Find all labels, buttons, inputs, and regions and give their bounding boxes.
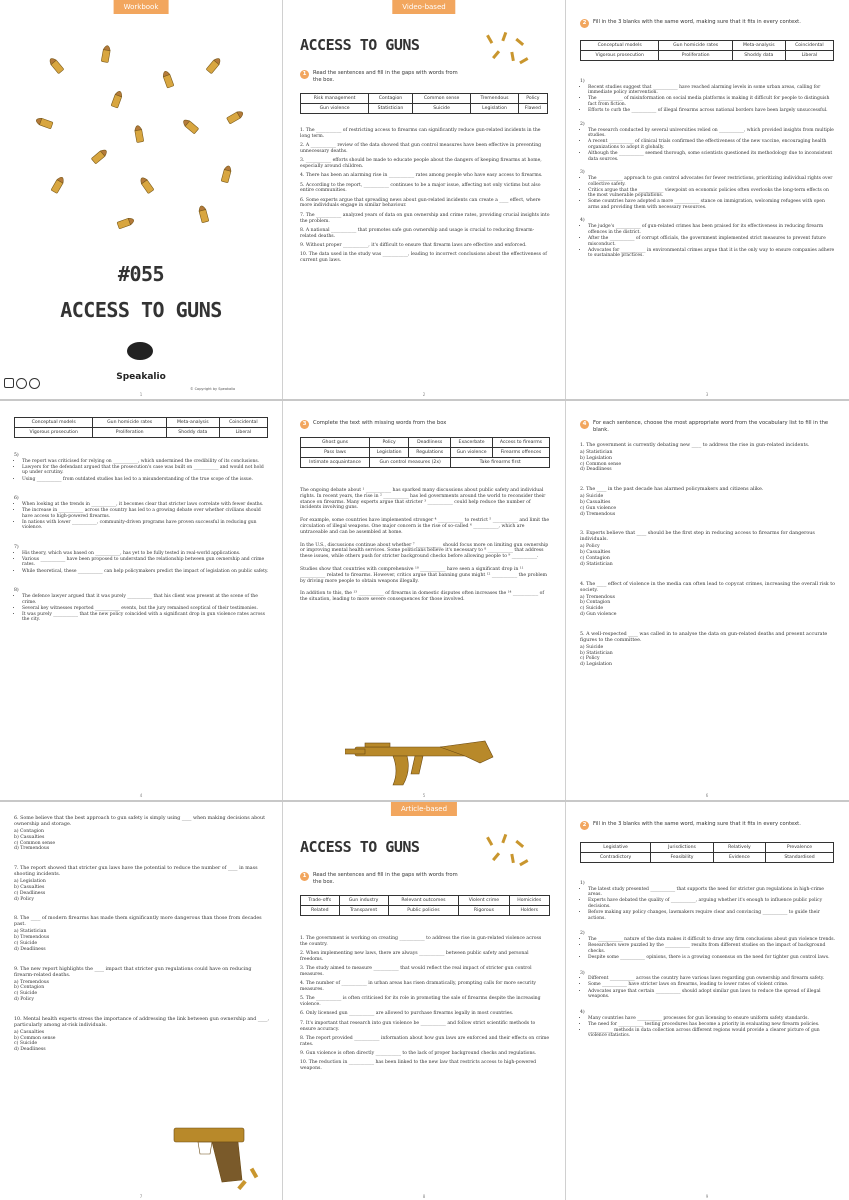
question xyxy=(14,816,270,852)
answer-option[interactable]: d) Legislation xyxy=(580,662,612,668)
vocab-word: Deadliness xyxy=(409,438,451,448)
vocab-word: Transparent xyxy=(339,906,388,916)
list-item: • The ___________ nature of the data makes it difficult to draw any firm conclusions about gun violence trends. xyxy=(588,937,836,943)
sentence: 5. The ___________ is often criticised for its role in promoting the sale of firearms despite the increasing violence. xyxy=(300,996,541,1008)
answer-option[interactable]: d) Policy xyxy=(14,896,34,902)
list-item: • The judge's ___________ of gun-related crimes has been praised for its effectiveness in reducing firearm offences in the district. xyxy=(588,224,836,235)
page-number: 3 xyxy=(705,392,709,397)
vocabulary-box xyxy=(580,40,834,61)
speakalio-logo-icon xyxy=(127,342,153,360)
vocab-word: Gun control measures (2x) xyxy=(370,458,451,468)
list-item: • After the ___________ of corrupt officials, the government implemented strict measures to prevent future misconduct. xyxy=(588,236,836,247)
instruction: Complete the text with missing words from the box xyxy=(313,420,447,426)
answer-option[interactable]: a) Suicide xyxy=(580,644,604,650)
block-label: 1) xyxy=(580,881,585,886)
vocab-word: Gun violence xyxy=(301,104,369,114)
list-item: • Advocates argue that certain ___________ should adopt similar gun laws to reduce the spread of illegal weapons. xyxy=(588,989,836,1000)
cover-title: ACCESS TO GUNS xyxy=(60,298,222,322)
sentence: 7. It's important that research into gun violence be ___________ and follow strict scientific methods to ensure accuracy. xyxy=(300,1020,536,1032)
exercise-number: 3 xyxy=(300,420,309,429)
vocab-word: Gun industry xyxy=(339,896,388,906)
answer-option[interactable]: b) Casualties xyxy=(14,884,45,890)
vocab-word: Firearms offences xyxy=(492,448,549,458)
exercise-number: 2 xyxy=(580,19,589,28)
answer-option[interactable]: c) Common sense xyxy=(14,840,56,846)
same-word-exercise-article xyxy=(566,802,848,1200)
list-item: • Several key witnesses reported ___________ events, but the jury remained sceptical of their testimonies. xyxy=(22,606,270,612)
instruction: Fill in the 3 blanks with the same word, making sure that it fits in every context. xyxy=(593,821,801,827)
paragraph: For example, some countries have implemented stronger ⁴ ___________ to restrict ⁵ ___________ and limit the circulation of illegal weapons. One major concern is the rise of so-called ⁶ ___________, which are untraceable and can be assembled at home. xyxy=(300,518,550,535)
block-label: 5) xyxy=(14,453,19,458)
video-based-exercise-1 xyxy=(283,0,565,398)
vocab-word: Legislation xyxy=(370,448,409,458)
sentence: 2. A ___________ review of the data showed that gun control measures have been effective in preventing unnecessary deaths. xyxy=(300,143,542,154)
vocabulary-box xyxy=(580,842,834,863)
vocab-word: Conceptual models xyxy=(15,418,93,428)
bullets-illustration xyxy=(20,30,260,240)
vocab-word: Relatively xyxy=(713,843,765,853)
vocab-word: Rigorous xyxy=(459,906,509,916)
answer-option[interactable]: c) Suicide xyxy=(580,606,604,612)
vocab-word: Prevalence xyxy=(765,843,833,853)
vocabulary-box xyxy=(300,437,550,468)
section-tag: Video-based xyxy=(392,0,455,14)
answer-option[interactable]: b) Casualties xyxy=(14,834,45,840)
question-block xyxy=(580,971,836,1000)
sentence: 2. When implementing new laws, there are always ___________ between public safety and personal freedoms. xyxy=(300,951,529,962)
block-label: 3) xyxy=(580,170,585,176)
answer-option[interactable]: b) Legislation xyxy=(580,455,612,461)
question-block xyxy=(580,218,836,258)
answer-option[interactable]: d) Gun violence xyxy=(580,611,617,617)
answer-option[interactable]: b) Common sense xyxy=(14,1035,56,1041)
paragraph: In the U.S., discussions continue about whether ⁷ ___________ should focus more on limiting gun ownership or improving mental health services. Some politicians believe it's necessary to ⁸ ___________ that address these issues, while others push for stricter background checks before allowing people to ⁹ ___________. xyxy=(300,542,549,560)
list-item: • A recent ___________ of clinical trials confirmed the effectiveness of the new vaccine, encouraging health organizations to adopt it globally. xyxy=(588,139,836,150)
complete-text-exercise xyxy=(283,401,565,799)
question-text: 8. The ____ of modern firearms has made them significantly more dangerous than those from decades past. xyxy=(14,916,262,928)
answer-option[interactable]: c) Policy xyxy=(580,656,600,662)
answer-option[interactable]: a) Tremendous xyxy=(14,979,50,985)
sentence: 1. The ___________ of restricting access to firearms can significantly reduce gun-related incidents in the long term. xyxy=(300,128,541,139)
vocab-word: Proliferation xyxy=(659,51,732,61)
vocab-word: Gun homicide rates xyxy=(659,41,732,51)
answer-option[interactable]: b) Tremendous xyxy=(14,935,50,941)
answer-option[interactable]: a) Legislation xyxy=(14,879,46,885)
facebook-icon[interactable] xyxy=(16,378,27,389)
block-label: 4) xyxy=(580,218,585,224)
question-text: 7. The report showed that stricter gun laws have the potential to reduce the number of ____ in mass shooting incidents. xyxy=(14,866,258,878)
answer-option[interactable]: c) Contagion xyxy=(580,555,610,561)
question-block xyxy=(580,881,836,921)
vocab-word: Coincidental xyxy=(219,418,267,428)
vocab-word: Holders xyxy=(509,906,550,916)
question-block xyxy=(580,170,836,210)
paragraph: Studies show that countries with comprehensive ¹⁰ ___________ have seen a significant drop in ¹¹ ___________ related to firearms. However, critics argue that banning guns might ¹² ___________ the problem by driving more people to obtain weapons illegally. xyxy=(300,566,547,584)
list-item: • Lawyers for the defendant argued that the prosecution's case was built on ___________ and would not hold up under scrutiny. xyxy=(22,465,270,476)
block-label: 1) xyxy=(580,79,585,84)
question-block xyxy=(14,496,270,531)
question xyxy=(14,967,270,1003)
list-item: • The research conducted by several universities relied on ___________, which provided insights from multiple studies. xyxy=(588,128,836,139)
vocab-word: Homicides xyxy=(509,896,550,906)
vocab-word: Tremendous xyxy=(471,94,518,104)
list-item: • The defence lawyer argued that it was purely ___________ that his client was present at the scene of the crime. xyxy=(22,594,270,605)
sentence: 10. The data used in the study was ___________, leading to incorrect conclusions about the effectiveness of current gun laws. xyxy=(300,252,547,264)
instruction: For each sentence, choose the most appropriate word from the vocabulary list to fill in the blank. xyxy=(593,420,829,433)
bullets-icon xyxy=(483,832,533,872)
question-block xyxy=(580,931,836,960)
cover-page xyxy=(0,0,282,398)
vocab-word: Liberal xyxy=(785,51,833,61)
block-label: 2) xyxy=(580,121,585,127)
answer-option[interactable]: a) Tremendous xyxy=(580,594,616,600)
section-tag: Article-based xyxy=(391,802,457,816)
vocab-word: Jurisdictions xyxy=(651,843,714,853)
vocab-word: Meta-analysis xyxy=(166,418,219,428)
sentence: 9. Without proper ___________, it's difficult to ensure that firearm laws are effective and enforced. xyxy=(300,242,527,248)
sentence: 9. Gun violence is often directly ___________ to the lack of proper background checks and regulations. xyxy=(300,1050,537,1056)
vocab-word: Access to firearms xyxy=(492,438,549,448)
vocab-word: Common sense xyxy=(412,94,471,104)
answer-option[interactable]: d) Deadliness xyxy=(580,467,612,473)
vocab-word: Legislation xyxy=(471,104,518,114)
sentence: 7. The ___________ analyzed years of data on gun ownership and crime rates, providing crucial insights into the problem. xyxy=(300,212,550,224)
question-text: 6. Some believe that the best approach to gun safety is simply using ____ when making decisions about ownership and storage. xyxy=(14,816,266,827)
answer-option[interactable]: c) Suicide xyxy=(14,940,38,946)
question-text: 4. The ____ effect of violence in the media can often lead to copycat crimes, increasing the overall risk to society. xyxy=(580,581,836,593)
page-number: 2 xyxy=(422,392,426,397)
block-label: 6) xyxy=(14,496,19,502)
question-block xyxy=(580,1010,836,1039)
answer-option[interactable]: c) Gun violence xyxy=(580,505,617,511)
answer-option[interactable]: d) Statistician xyxy=(580,561,613,567)
vocab-word: Regulations xyxy=(409,448,451,458)
vocab-word: Statistician xyxy=(369,104,413,114)
question-text: 9. The new report highlights the ____ impact that stricter gun regulations could have on reducing firearm-related deaths. xyxy=(14,966,252,978)
answer-option[interactable]: c) Suicide xyxy=(14,1041,38,1047)
vocab-word: Trade-offs xyxy=(301,896,340,906)
question xyxy=(14,866,270,902)
same-word-exercise-continued xyxy=(0,401,282,799)
question xyxy=(580,487,836,517)
answer-option[interactable]: b) Statistician xyxy=(580,650,613,656)
answer-option[interactable]: a) Suicide xyxy=(580,494,604,500)
sentence: 6. Only licensed gun ___________ are allowed to purchase firearms legally in most countries. xyxy=(300,1011,514,1017)
vocab-word: Policy xyxy=(370,438,409,448)
question-block xyxy=(14,588,270,623)
block-label: 3) xyxy=(580,970,585,976)
instruction: Read the sentences and fill in the gaps with words from the box. xyxy=(313,872,458,885)
vocab-word: Vigorous prosecution xyxy=(581,51,659,61)
answer-option[interactable]: d) Tremendous xyxy=(580,511,616,517)
vocab-word: Vigorous prosecution xyxy=(15,428,93,438)
exercise-number: 1 xyxy=(300,70,309,79)
list-item: • Although the ___________ seemed thorough, some scientists questioned its methodology due to inconsistent data sources. xyxy=(588,151,836,162)
list-item: • The need for ___________ testing procedures has become a priority in evaluating new firearm policies. xyxy=(588,1022,836,1028)
answer-option[interactable]: a) Casualties xyxy=(14,1029,45,1035)
vocab-word: Intimate acquaintance xyxy=(301,458,370,468)
question xyxy=(14,916,270,952)
block-label: 2) xyxy=(580,931,585,937)
sentence: 4. The number of ___________ in urban areas has risen dramatically, prompting calls for more security measures. xyxy=(300,981,537,993)
answer-option[interactable]: b) Contagion xyxy=(580,600,611,606)
vocab-word: Legislative xyxy=(581,843,651,853)
list-item: • Advocates for ___________ in environmental crimes argue that it is the only way to ensure companies adhere to sustainable practices. xyxy=(588,248,836,259)
block-label: 4) xyxy=(580,1009,585,1015)
article-based-exercise-1 xyxy=(283,802,565,1200)
workbook-number: #055 xyxy=(117,262,165,286)
list-item: • The increase in ___________ across the country has led to a growing debate over whether civilians should have access to high-powered firearms. xyxy=(22,508,270,519)
page-number: 8 xyxy=(422,1194,426,1199)
sentence: 5. According to the report, ___________ continues to be a major issue, affecting not only victims but also entire communities. xyxy=(300,182,541,194)
sentences xyxy=(300,936,550,1075)
vocab-word: Exacerbate xyxy=(451,438,493,448)
list-item: • When looking at the trends in ___________, it becomes clear that stricter laws correlate with fewer deaths. xyxy=(22,502,270,508)
vocab-word: Risk management xyxy=(301,94,369,104)
list-item: • Using ___________ from outdated studies has led to a misunderstanding of the true scope of the issue. xyxy=(22,477,270,483)
vocab-word: Standardised xyxy=(765,853,833,863)
instruction: Read the sentences and fill in the gaps with words from the box. xyxy=(313,70,458,83)
list-item: • ___________ methods in data collection across different regions would provide a clearer picture of gun violence statistics. xyxy=(588,1028,836,1039)
social-icons xyxy=(4,378,40,389)
paragraph: In addition to this, the ¹³ ___________ of firearms in domestic disputes often increases the ¹⁴ ___________ of the situation, leading to more severe consequences for those involved. xyxy=(300,591,545,603)
question-block xyxy=(580,79,836,114)
list-item: • His theory, which was based on ___________, has yet to be fully tested in real-world applications. xyxy=(22,551,270,557)
list-item: • Various ___________ have been proposed to understand the relationship between gun ownership and crime rates. xyxy=(22,557,270,568)
multiple-choice-exercise xyxy=(566,401,848,799)
exercise-number: 2 xyxy=(580,821,589,830)
multiple-choice-continued xyxy=(0,802,282,1200)
vocab-word: Meta-analysis xyxy=(732,41,785,51)
page-number: 5 xyxy=(422,793,426,798)
question xyxy=(580,582,836,618)
vocab-word: Related xyxy=(301,906,340,916)
question-block xyxy=(580,122,836,162)
page-number: 1 xyxy=(139,392,143,397)
question xyxy=(580,531,836,567)
sentences xyxy=(300,128,550,267)
list-item: • The ___________ approach to gun control advocates for fewer restrictions, prioritizing individual rights over collective safety. xyxy=(588,176,836,187)
bullets-icon xyxy=(483,30,533,70)
rifle-image xyxy=(345,729,495,789)
answer-option[interactable]: c) Common sense xyxy=(580,461,622,467)
question-text: 10. Mental health experts stress the importance of addressing the link between gun ownership and ____, particularly among at-risk individuals. xyxy=(14,1016,269,1028)
vocab-word: Gun violence xyxy=(451,448,493,458)
answer-option[interactable]: a) Policy xyxy=(580,544,600,550)
copyright: © Copyright by Speakalio xyxy=(190,387,236,391)
question xyxy=(580,443,836,473)
page-number: 7 xyxy=(139,1194,143,1199)
list-item: • While theoretical, these ___________ can help policymakers predict the impact of legislation on public safety. xyxy=(22,569,270,575)
vocab-word: Take firearms first xyxy=(451,458,550,468)
list-item: • Different ___________ across the country have various laws regarding gun ownership and firearm safety. xyxy=(588,976,836,982)
vocab-word: Proliferation xyxy=(93,428,166,438)
page-title: ACCESS TO GUNS xyxy=(300,838,420,856)
page-number: 9 xyxy=(705,1194,709,1199)
answer-option[interactable]: d) Policy xyxy=(14,996,34,1002)
question xyxy=(14,1017,270,1053)
vocab-word: Violent crime xyxy=(459,896,509,906)
vocab-word: Shoddy data xyxy=(732,51,785,61)
vocab-word: Coincidental xyxy=(785,41,833,51)
list-item: • Some ___________ have stricter laws on firearms, leading to lower rates of violent crime. xyxy=(588,982,836,988)
vocabulary-box xyxy=(300,895,550,916)
section-tag: Workbook xyxy=(114,0,169,14)
list-item: • Some countries have adopted a more ___________ stance on immigration, welcoming refugees with open arms and providing them with necessary resources. xyxy=(588,199,836,210)
page-title: ACCESS TO GUNS xyxy=(300,36,420,54)
answer-option[interactable]: d) Deadliness xyxy=(14,1047,46,1053)
brand-name: Speakalio xyxy=(116,372,166,382)
vocab-word: Feasibility xyxy=(651,853,714,863)
vocab-word: Contradictory xyxy=(581,853,651,863)
vocab-word: Pass laws xyxy=(301,448,370,458)
vocab-word: Liberal xyxy=(219,428,267,438)
instagram-icon[interactable] xyxy=(4,378,14,388)
question-text: 5. A well-respected ____ was called in to analyse the data on gun-related deaths and present accurate figures to the committee. xyxy=(580,631,828,643)
block-label: 7) xyxy=(14,544,19,550)
list-item: • Experts have debated the quality of ___________, arguing whether it's enough to influence public policy decisions. xyxy=(588,898,836,909)
answer-option[interactable]: b) Casualties xyxy=(580,550,611,556)
answer-option[interactable]: b) Casualties xyxy=(580,499,611,505)
sentence: 3. The study aimed to measure ___________ that would reflect the real impact of stricter gun control measures. xyxy=(300,966,532,977)
answer-option[interactable]: d) Tremendous xyxy=(14,846,50,852)
vocab-word: Ghost guns xyxy=(301,438,370,448)
vocab-word: Conceptual models xyxy=(581,41,659,51)
vocab-word: Shoddy data xyxy=(166,428,219,438)
vocab-word: Public policies xyxy=(388,906,459,916)
question-text: 1. The government is currently debating new ____ to address the rise in gun-related incidents. xyxy=(580,443,810,448)
vocab-word: Relevant outcomes xyxy=(388,896,459,906)
answer-option[interactable]: d) Deadliness xyxy=(14,946,46,952)
instruction: Fill in the 3 blanks with the same word, making sure that it fits in every context. xyxy=(593,19,801,25)
telegram-icon[interactable] xyxy=(29,378,40,389)
exercise-number: 1 xyxy=(300,872,309,881)
vocab-word: Evidence xyxy=(713,853,765,863)
vocab-word: Suicide xyxy=(412,104,471,114)
sentence: 3. ___________ efforts should be made to educate people about the dangers of keeping firearms at home, especially around children. xyxy=(300,158,542,169)
paragraph: The ongoing debate about ¹ ___________ has sparked many discussions about public safety and individual rights. In recent years, the rise in ² ___________ has led governments around the world to reconsider their stance on firearms. Many experts argue that stricter ³ ___________ could help reduce the number of incidents involving guns. xyxy=(300,488,546,511)
pistol-image xyxy=(168,1120,268,1190)
list-item: • It was purely ___________ that the new policy coincided with a significant drop in gun violence rates across the city. xyxy=(22,612,270,623)
sentence: 1. The government is working on creating ___________ to address the rise in gun-related violence across the country. xyxy=(300,936,542,947)
answer-option[interactable]: a) Statistician xyxy=(14,929,47,935)
list-item: • Many countries have ___________ processes for gun licensing to ensure uniform safety standards. xyxy=(588,1016,836,1022)
question-block xyxy=(14,453,270,482)
question-text: 3. Experts believe that ____ should be the first step in reducing access to firearms for dangerous individuals. xyxy=(580,531,815,543)
sentence: 8. A national ___________ that promotes safe gun ownership and usage is crucial to reducing firearm-related deaths. xyxy=(300,227,535,239)
sentence: 6. Some experts argue that spreading news about gun-related incidents can create a ____ effect, where more individuals engage in similar behaviour. xyxy=(300,197,541,209)
page-number: 6 xyxy=(705,793,709,798)
list-item: • The latest study presented ___________ that supports the need for stricter gun regulations in high-crime areas. xyxy=(588,887,836,898)
list-item: • Before making any policy changes, lawmakers require clear and convincing ___________ to guide their actions. xyxy=(588,910,836,921)
question-text: 2. The ____ in the past decade has alarmed policymakers and citizens alike. xyxy=(580,487,764,493)
same-word-exercise xyxy=(566,0,848,398)
block-label: 8) xyxy=(14,588,19,594)
answer-option[interactable]: c) Deadliness xyxy=(14,890,46,896)
list-item: • Efforts to curb the ___________ of illegal firearms across national borders have been largely unsuccessful. xyxy=(588,108,836,114)
vocab-word: Policy xyxy=(518,94,547,104)
list-item: • Despite some ___________ opinions, there is a growing consensus on the need for tighter gun control laws. xyxy=(588,955,836,961)
question xyxy=(580,632,836,668)
sentence: 10. The reduction in ___________ has been linked to the new law that restricts access to high-powered weapons. xyxy=(300,1060,537,1072)
list-item: • Recent studies suggest that ___________ have reached alarming levels in some urban areas, calling for immediate policy intervention. xyxy=(588,85,836,96)
vocabulary-box xyxy=(300,93,548,114)
vocabulary-box xyxy=(14,417,268,438)
answer-option[interactable]: c) Suicide xyxy=(14,991,38,997)
list-item: • The ___________ of misinformation on social media platforms is making it difficult for people to distinguish fact from fiction. xyxy=(588,96,836,107)
vocab-word: Contagion xyxy=(369,94,413,104)
sentence: 4. There has been an alarming rise in ___________ rates among people who have easy access to firearms. xyxy=(300,173,543,179)
question-block xyxy=(14,545,270,574)
sentence: 8. The report provided ___________ information about how gun laws are enforced and their effects on crime rates. xyxy=(300,1035,550,1047)
page-number: 4 xyxy=(139,793,143,798)
vocab-word: Flawed xyxy=(518,104,547,114)
answer-option[interactable]: a) Contagion xyxy=(14,829,44,834)
list-item: • Researchers were puzzled by the ___________ results from different studies on the impact of background checks. xyxy=(588,943,836,954)
answer-option[interactable]: b) Contagion xyxy=(14,985,45,991)
answer-option[interactable]: a) Statistician xyxy=(580,450,613,455)
exercise-number: 4 xyxy=(580,420,589,429)
list-item: • The report was criticised for relying on ___________, which undermined the credibility of its conclusions. xyxy=(22,459,270,465)
list-item: • Critics argue that the ___________ viewpoint on economic policies often overlooks the long-term effects on the most vulnerable populations. xyxy=(588,188,836,199)
list-item: • In nations with lower ___________, community-driven programs have proven successful in reducing gun violence. xyxy=(22,520,270,531)
vocab-word: Gun homicide rates xyxy=(93,418,166,428)
